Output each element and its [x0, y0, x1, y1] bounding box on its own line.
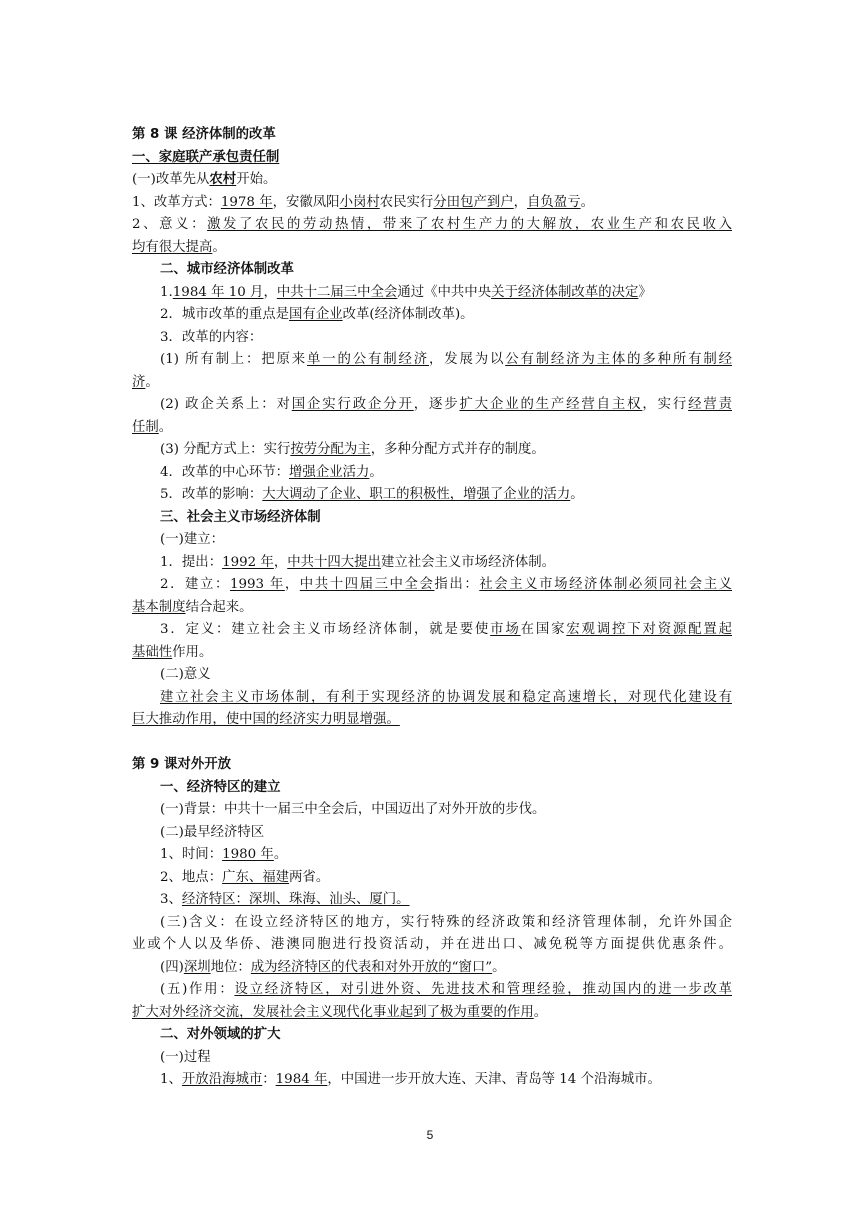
text-line: 2、意义：激发了农民的劳动热情，带来了农村生产力的大解放，农业生产和农民收入: [132, 217, 732, 232]
text-line: 3．定义：建立社会主义市场经济体制，就是要使市场在国家宏观调控下对资源配置起: [160, 622, 732, 637]
text-line: 2．建立：1993 年，中共十四届三中全会指出：社会主义市场经济体制必须同社会主义: [160, 577, 732, 592]
text-line: (一)改革先从农村开始。: [132, 172, 277, 187]
section-heading: 二、城市经济体制改革: [160, 262, 294, 277]
text-line: 5．改革的影响：大大调动了企业、职工的积极性，增强了企业的活力。: [160, 487, 584, 502]
text-line: 1、开放沿海城市：1984 年，中国进一步开放大连、天津、青岛等 14 个沿海城市。: [160, 1072, 661, 1087]
text-line: (一)背景：中共十一届三中全会后，中国迈出了对外开放的步伐。: [160, 802, 546, 817]
text-line: 3、经济特区：深圳、珠海、汕头、厦门。: [160, 892, 410, 907]
lesson-title: 第 9 课对外开放: [132, 757, 231, 772]
spacer: [132, 732, 732, 755]
page-number: 5: [426, 1128, 434, 1142]
section-heading: 二、对外领域的扩大: [160, 1027, 281, 1042]
text-line: 业或个人以及华侨、港澳同胞进行投资活动，并在进出口、减免税等方面提供优惠条件。: [132, 937, 732, 952]
text-line: 济。: [132, 374, 159, 390]
text-line: (3) 分配方式上：实行按劳分配为主，多种分配方式并存的制度。: [160, 442, 545, 457]
text-line: 扩大对外经济交流，发展社会主义现代化事业起到了极为重要的作用。: [132, 1004, 548, 1020]
text-line: 任制。: [132, 419, 173, 435]
text-line: (一)建立：: [160, 532, 225, 547]
text-line: 1、改革方式：1978 年，安徽凤阳小岗村农民实行分田包产到户，自负盈亏。: [132, 194, 594, 210]
text-line: 1.1984 年 10 月，中共十二届三中全会通过《中共中央关于经济体制改革的决定》: [160, 284, 652, 300]
lesson-title: 第 8 课 经济体制的改革: [132, 127, 276, 142]
text-line: (四)深圳地位：成为经济特区的代表和对外开放的“窗口”。: [160, 959, 506, 975]
text-line: 2、地点：广东、福建两省。: [160, 869, 330, 885]
section-heading: 一、经济特区的建立: [160, 779, 281, 795]
text-line: 建立社会主义市场体制，有利于实现经济的协调发展和稳定高速增长，对现代化建设有: [160, 689, 732, 705]
section-heading: 三、社会主义市场经济体制: [160, 509, 321, 525]
text-line: 1．提出：1992 年，中共十四大提出建立社会主义市场经济体制。: [160, 554, 556, 570]
text-line: 4．改革的中心环节：增强企业活力。: [160, 464, 383, 480]
text-line: 基本制度结合起来。: [132, 599, 253, 615]
text-line: 2．城市改革的重点是国有企业改革(经济体制改革)。: [160, 307, 474, 322]
text-line: 1、时间：1980 年。: [160, 847, 288, 862]
page-content: [132, 124, 732, 1092]
text-line: (三)含义：在设立经济特区的地方，实行特殊的经济政策和经济管理体制，允许外国企: [160, 914, 732, 930]
text-line: 3．改革的内容：: [160, 329, 263, 345]
text-line: (二)意义: [160, 667, 211, 682]
text-line: (2) 政企关系上：对国企实行政企分开，逐步扩大企业的生产经营自主权，实行经营责: [160, 397, 732, 412]
text-line: 均有很大提高。: [132, 239, 226, 255]
text-line: (1) 所有制上：把原来单一的公有制经济，发展为以公有制经济为主体的多种所有制经: [160, 352, 732, 367]
section-heading: 一、家庭联产承包责任制: [132, 149, 280, 165]
text-line: 巨大推动作用，使中国的经济实力明显增强。: [132, 712, 400, 727]
text-line: 基础性作用。: [132, 644, 213, 660]
text-line: (五)作用：设立经济特区，对引进外资、先进技术和管理经验，推动国内的进一步改革: [160, 982, 732, 997]
text-line: (一)过程: [160, 1049, 211, 1065]
text-line: (二)最早经济特区: [160, 824, 265, 840]
